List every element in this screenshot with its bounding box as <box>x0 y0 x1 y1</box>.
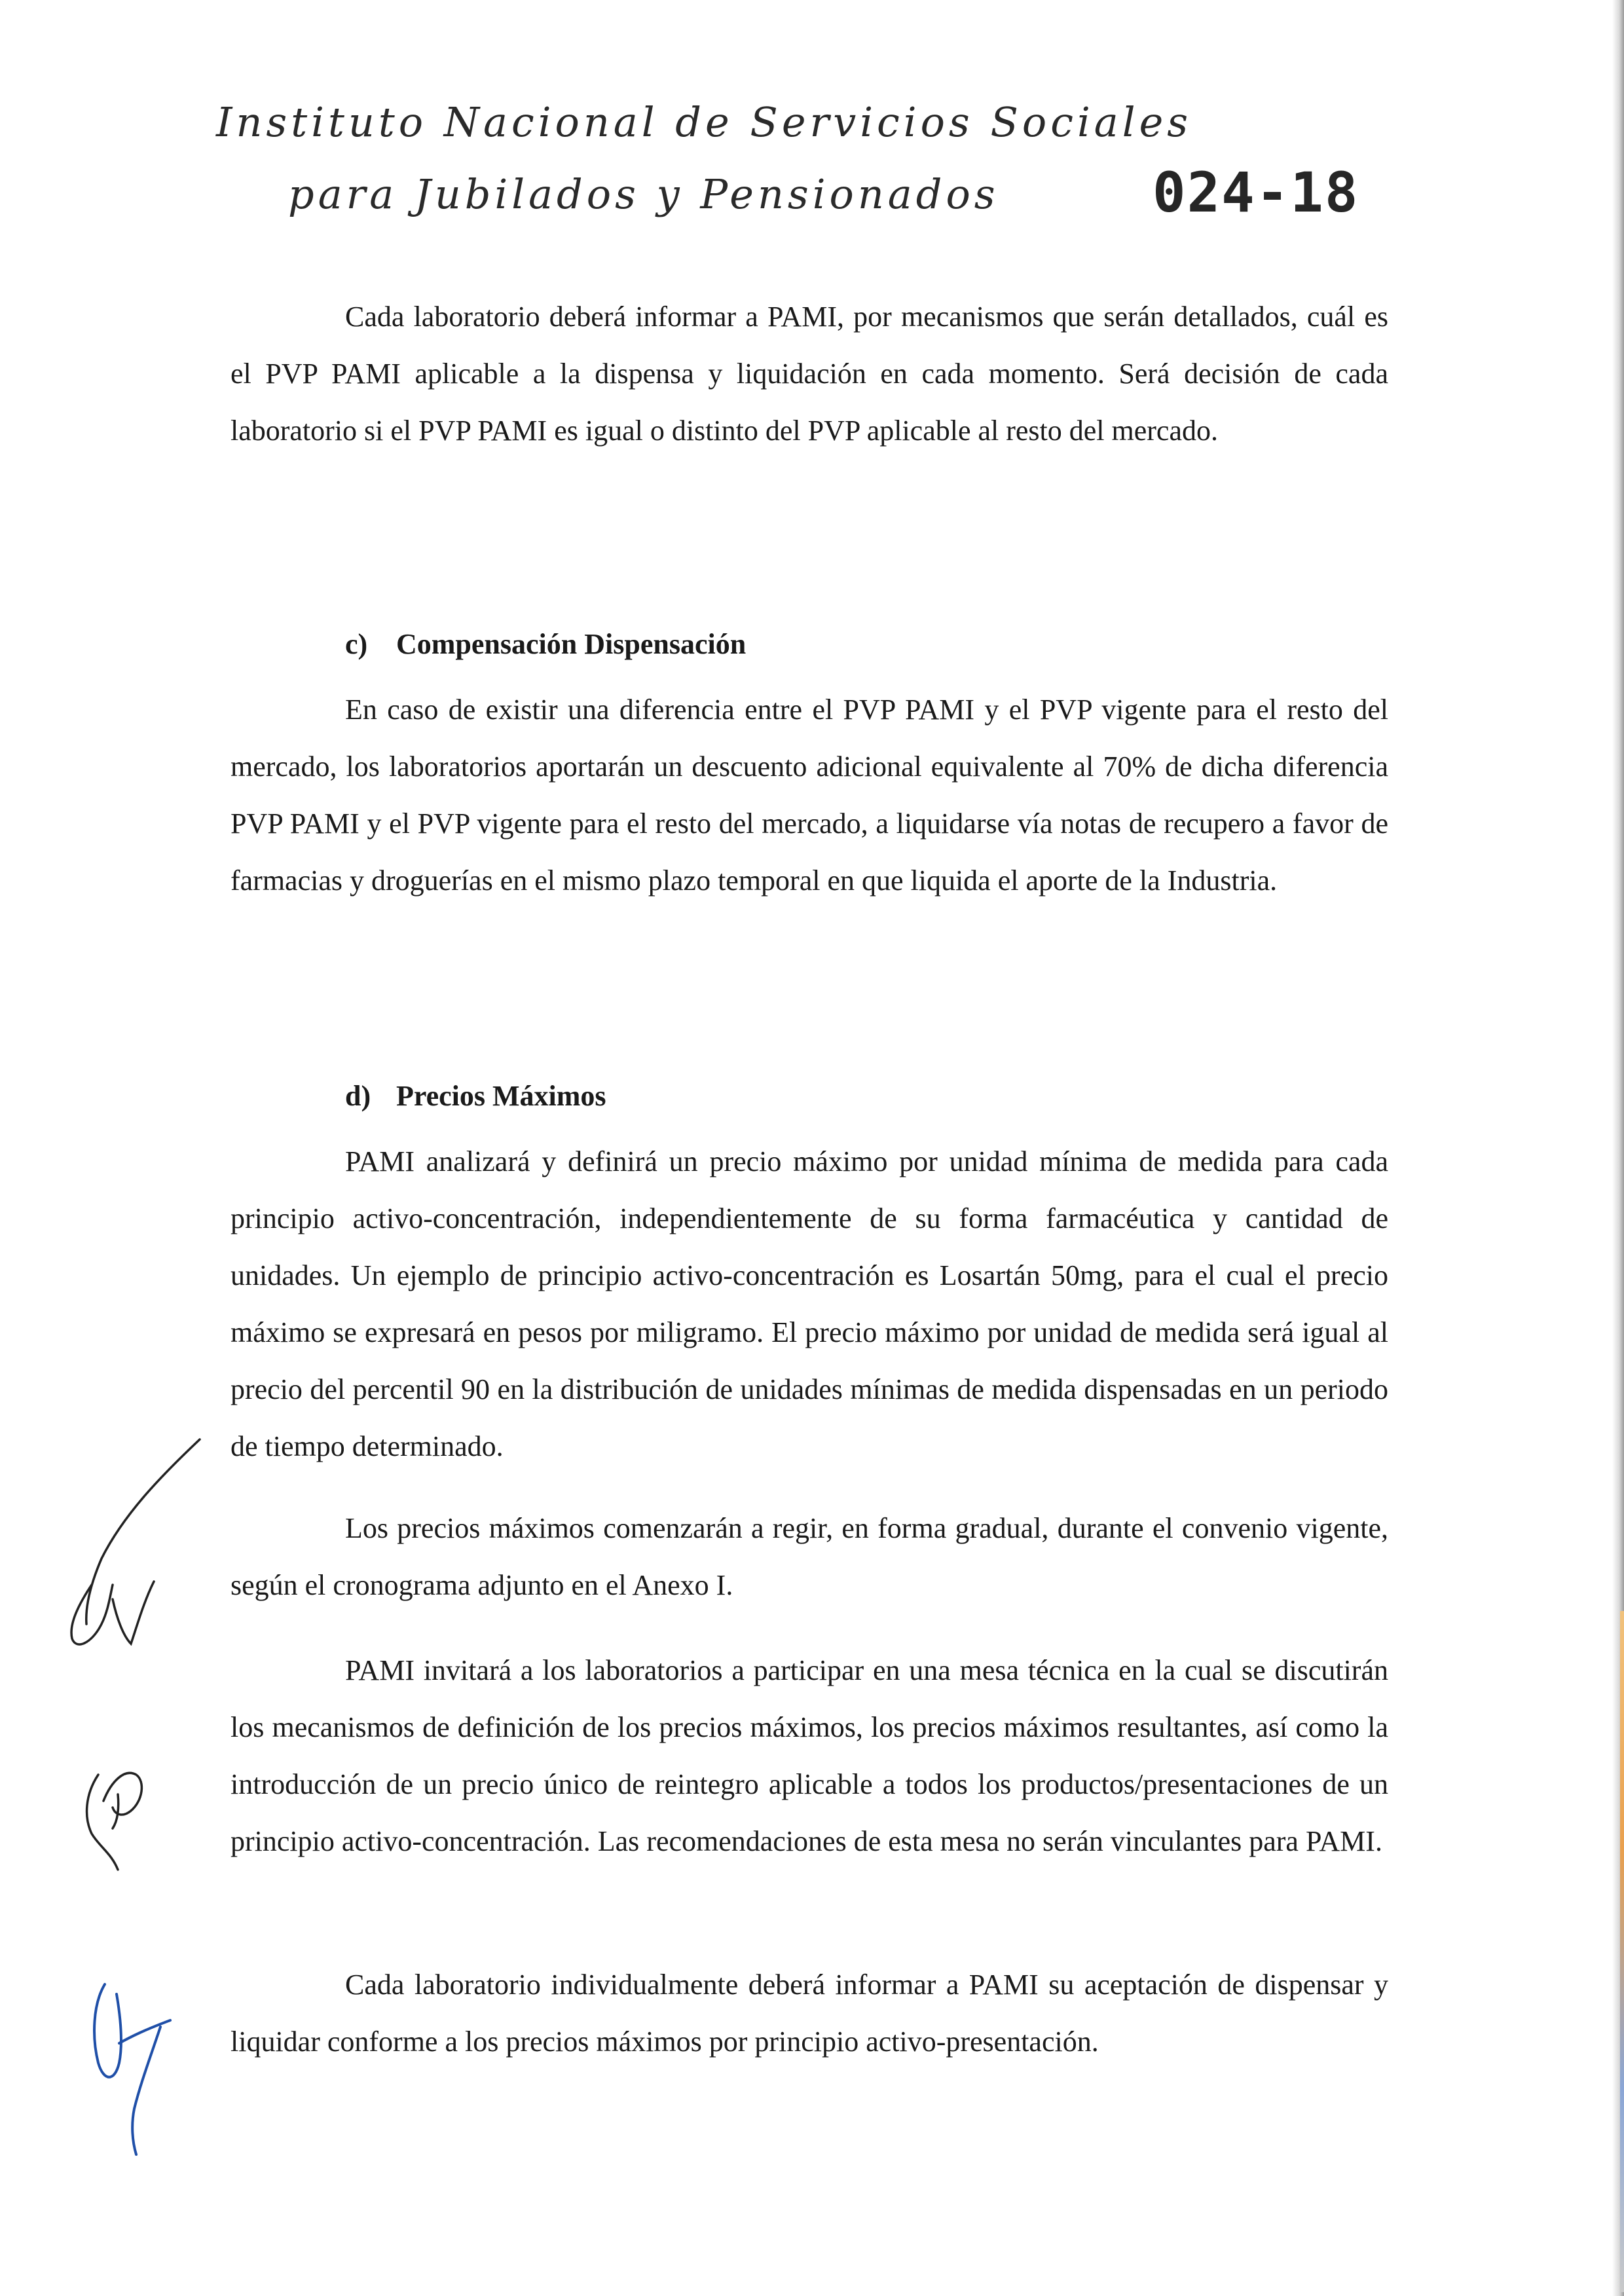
section-d-body-3 <box>231 1642 1388 1870</box>
section-c-title: Compensación Dispensación <box>396 628 747 660</box>
section-c-heading <box>345 627 746 661</box>
section-d-paragraph-2: Los precios máximos comenzarán a regir, en forma gradual, durante el convenio vigente, según el cronograma adjunto en el Anexo I. <box>231 1512 1388 1601</box>
signature-initials-1 <box>39 1428 210 1650</box>
section-d-letter: d) <box>345 1080 371 1112</box>
intro-paragraph: Cada laboratorio deberá informar a PAMI, por mecanismos que serán detallados, cuál es el PVP PAMI aplicable a la dispensa y liquidación en cada momento. Será decisión de cada laboratorio si el PVP PAMI es igual o distinto del PVP aplicable al resto del mercado. <box>231 301 1388 447</box>
section-d-title: Precios Máximos <box>396 1080 606 1112</box>
letterhead-line-2: para Jubilados y Pensionados <box>288 170 999 218</box>
section-d-body-1 <box>231 1133 1388 1475</box>
section-d-body-4 <box>231 1956 1388 2070</box>
intro-section <box>231 288 1388 459</box>
section-d-paragraph-3: PAMI invitará a los laboratorios a participar en una mesa técnica en la cual se discutirán los mecanismos de definición de los precios máximos, los precios máximos resultantes, así como la introducción de un precio único de reintegro aplicable a todos los productos/presentaciones de un principio activo-concentración. Las recomendaciones de esta mesa no serán vinculantes para PAMI. <box>231 1654 1388 1857</box>
section-c-letter: c) <box>345 628 368 660</box>
section-c-body <box>231 681 1388 909</box>
section-c-paragraph: En caso de existir una diferencia entre el PVP PAMI y el PVP vigente para el resto del mercado, los laboratorios aportarán un descuento adicional equivalente al 70% de dicha diferencia PVP PAMI y el PVP vigente para el resto del mercado, a liquidarse vía notas de recupero a favor de farmacias y droguerías en el mismo plazo temporal en que liquida el aporte de la Industria. <box>231 694 1388 897</box>
letterhead <box>216 98 1192 242</box>
signature-initials-3 <box>79 1965 196 2161</box>
section-d-body-2 <box>231 1500 1388 1614</box>
section-d-paragraph-4: Cada laboratorio individualmente deberá informar a PAMI su aceptación de dispensar y liquidar conforme a los precios máximos por principio activo-presentación. <box>231 1969 1388 2058</box>
page-edge-color-strip <box>1620 1611 1624 2292</box>
signature-initials-2 <box>72 1755 170 1873</box>
letterhead-line-1: Instituto Nacional de Servicios Sociales <box>216 98 1192 146</box>
document-number-stamp: 024-18 <box>1153 160 1359 225</box>
section-d-heading <box>345 1079 606 1113</box>
section-d-paragraph-1: PAMI analizará y definirá un precio máximo por unidad mínima de medida para cada principio activo-concentración, independientemente de su forma farmacéutica y cantidad de unidades. Un ejemplo de principio activo-concentración es Losartán 50mg, para el cual el precio máximo se expresará en pesos por miligramo. El precio máximo por unidad de medida será igual al precio del percentil 90 en la distribución de unidades mínimas de medida dispensadas en un periodo de tiempo determinado. <box>231 1145 1388 1462</box>
